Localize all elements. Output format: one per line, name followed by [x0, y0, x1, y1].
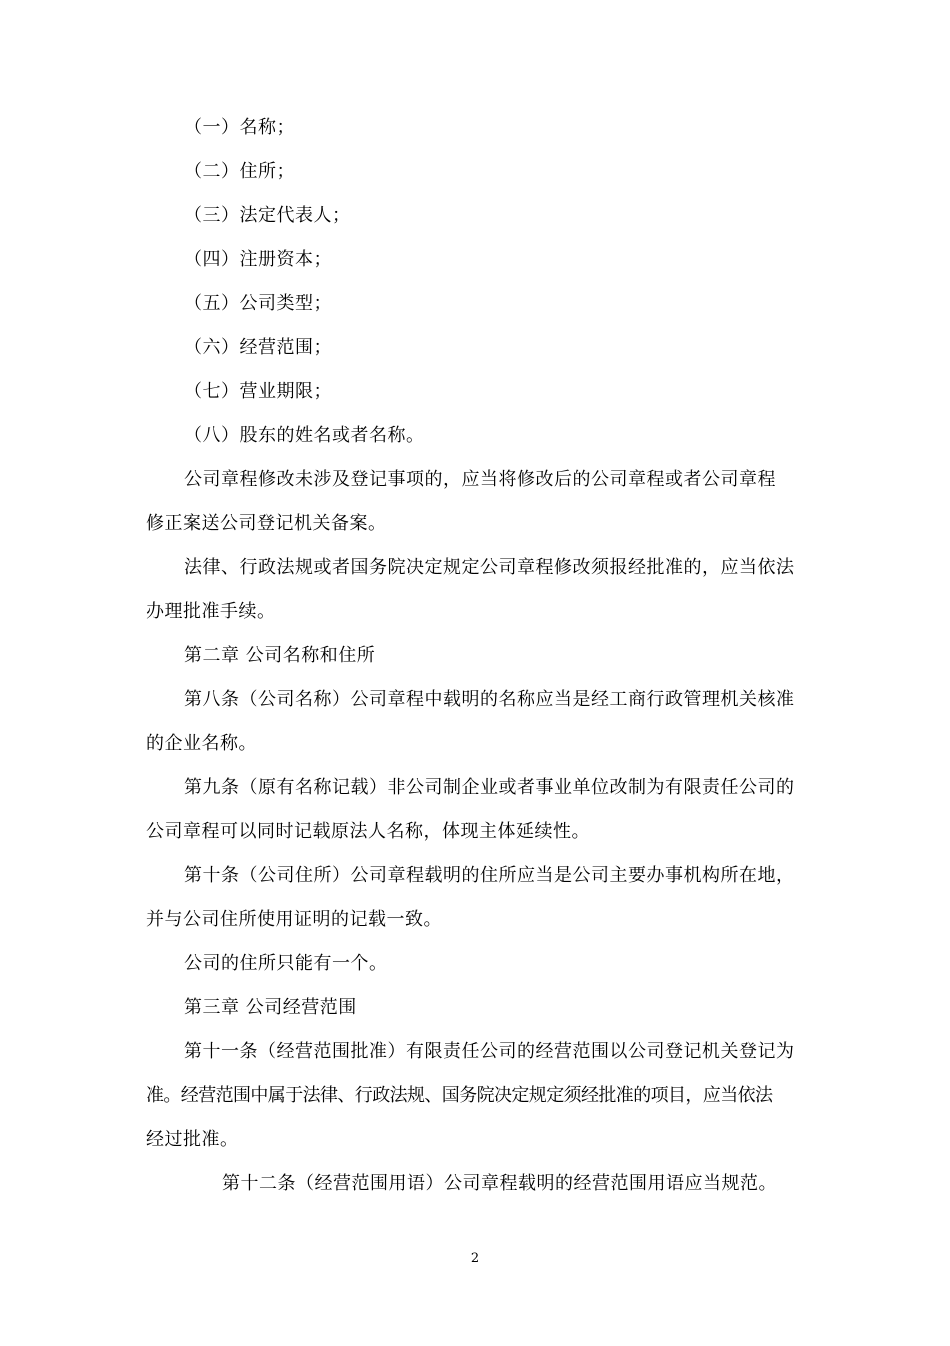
- text-line: 并与公司住所使用证明的记载一致。: [146, 909, 442, 930]
- text-line: 第十一条（经营范围批准）有限责任公司的经营范围以公司登记机关登记为: [184, 1041, 795, 1062]
- chapter-heading: 第二章 公司名称和住所: [184, 645, 376, 666]
- text-line: 经过批准。: [146, 1129, 239, 1150]
- text-line: （五）公司类型；: [184, 293, 332, 314]
- text-line: 准。经营范围中属于法律、行政法规、国务院决定规定须经批准的项目，应当依法: [146, 1085, 773, 1106]
- text-line: 第十二条（经营范围用语）公司章程载明的经营范围用语应当规范。: [222, 1173, 777, 1194]
- text-line: （七）营业期限；: [184, 381, 332, 402]
- text-line: 公司的住所只能有一个。: [184, 953, 388, 974]
- chapter-heading: 第三章 公司经营范围: [184, 997, 357, 1018]
- text-line: （一）名称；: [184, 117, 295, 138]
- text-line: （四）注册资本；: [184, 249, 332, 270]
- text-line: 公司章程可以同时记载原法人名称，体现主体延续性。: [146, 821, 590, 842]
- text-line: 第九条（原有名称记载）非公司制企业或者事业单位改制为有限责任公司的: [184, 777, 795, 798]
- text-line: 办理批准手续。: [146, 601, 276, 622]
- text-line: 第十条（公司住所）公司章程载明的住所应当是公司主要办事机构所在地，: [184, 865, 795, 886]
- text-line: 第八条（公司名称）公司章程中载明的名称应当是经工商行政管理机关核准: [184, 689, 795, 710]
- text-line: 修正案送公司登记机关备案。: [146, 513, 387, 534]
- text-line: 公司章程修改未涉及登记事项的，应当将修改后的公司章程或者公司章程: [184, 469, 776, 490]
- page-number: 2: [470, 1251, 480, 1266]
- text-line: 的企业名称。: [146, 733, 257, 754]
- text-line: （二）住所；: [184, 161, 295, 182]
- text-line: （三）法定代表人；: [184, 205, 351, 226]
- text-line: 法律、行政法规或者国务院决定规定公司章程修改须报经批准的，应当依法: [184, 557, 795, 578]
- text-line: （六）经营范围；: [184, 337, 332, 358]
- text-line: （八）股东的姓名或者名称。: [184, 425, 425, 446]
